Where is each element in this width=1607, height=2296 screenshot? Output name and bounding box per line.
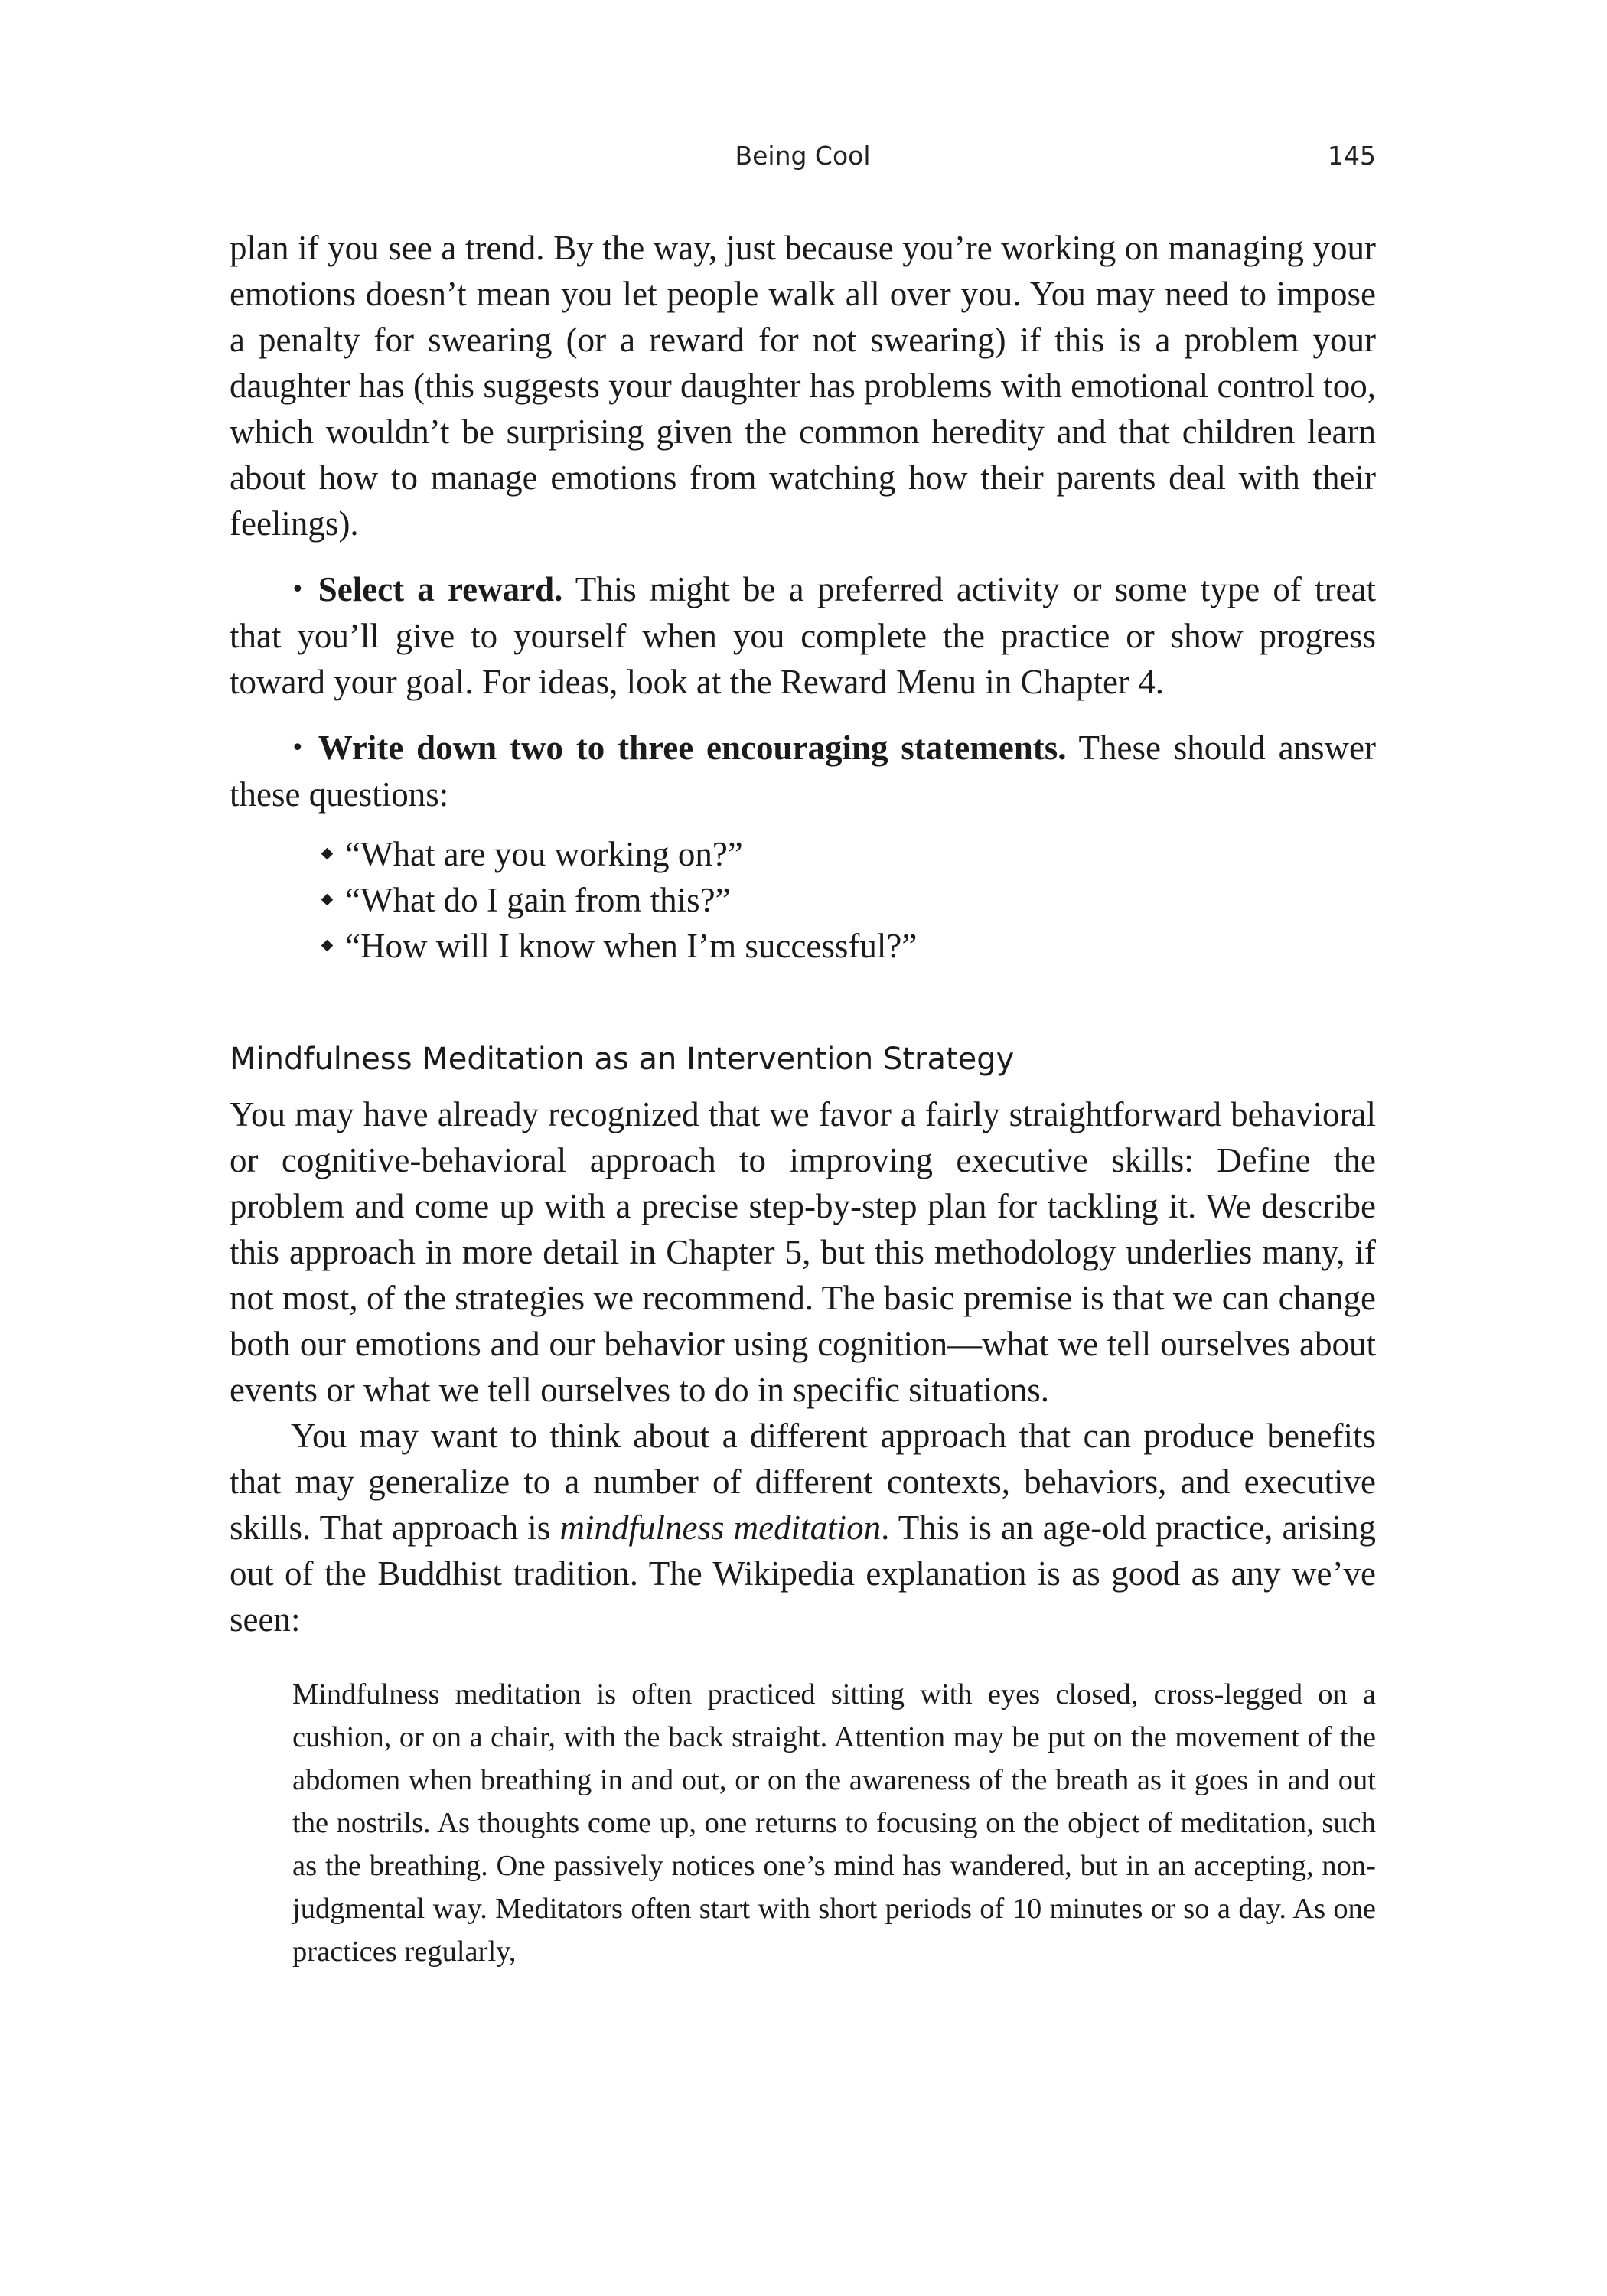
bullet-text: These should answer these questions: (230, 729, 1377, 814)
diamond-bullet-icon (321, 894, 334, 906)
paragraph: You may have already recognized that we favor a fairly straightforward behavioral or cognitive-behavioral approach to improving executive skills: Define the problem and come up with a precise step-by-step plan for tackling it. We describe this approach in more detail in Chapter 5, but this methodology underlies many, if not most, of the strategies we recommend. The basic premise is that we can change both our emotions and our behavior using cognition—what we tell ourselves about events or what we tell ourselves to do in specific situations. (230, 1095, 1376, 1409)
body-text (230, 225, 1376, 1973)
bullet-item-reward (230, 566, 1376, 705)
question-list (230, 831, 1376, 969)
list-item-text: “What are you working on?” (345, 835, 743, 873)
diamond-bullet-icon (321, 940, 334, 952)
paragraph (230, 1413, 1376, 1642)
list-item-text: “How will I know when I’m successful?” (345, 927, 918, 965)
running-head (230, 138, 1376, 174)
paragraph-continued: plan if you see a trend. By the way, just because you’re working on managing your emotions doesn’t mean you let people walk all over you. You may need to impose a penalty for swearing (or a reward for not swearing) if this is a problem your daughter has (this suggests your daughter has problems with emotional control too, which wouldn’t be surprising given the common heredity and that children learn about how to manage emotions from watching how their parents deal with their feelings). (230, 229, 1376, 543)
paragraph-text: . This is an age-old practice, arising out of the Buddhist tradition. The Wikipedia explanation is as good as any we’ve seen: (230, 1508, 1376, 1639)
page-number: 145 (1328, 141, 1376, 171)
bullet-lead: Write down two to three encouraging statements. (318, 729, 1067, 767)
list-item (323, 877, 1376, 923)
emphasized-term: mindfulness meditation (559, 1508, 882, 1547)
diamond-bullet-icon (321, 848, 334, 860)
bullet-icon: • (291, 576, 305, 603)
list-item-text: “What do I gain from this?” (345, 881, 731, 919)
paragraph-text: You may want to think about a different approach that can produce benefits that may generalize to a number of different contexts, behaviors, and executive skills. That approach is (230, 1417, 1376, 1547)
block-quote: Mindfulness meditation is often practiced sitting with eyes closed, cross-legged on a cushion, or on a chair, with the back straight. Attention may be put on the movement of the abdomen when breathing in and out, or on the awareness of the breath as it goes in and out the nostrils. As thoughts come up, one returns to focusing on the object of meditation, such as the breathing. One passively notices one’s mind has wandered, but in an accepting, non-judgmental way. Meditators often start with short periods of 10 minutes or so a day. As one practices regularly, (292, 1678, 1376, 1968)
list-item (323, 923, 1376, 969)
list-item (323, 831, 1376, 877)
section-heading: Mindfulness Meditation as an Intervention Strategy (230, 1042, 1015, 1077)
bullet-item-statements (230, 725, 1376, 817)
bullet-lead: Select a reward. (318, 570, 563, 608)
bullet-text: This might be a preferred activity or some type of treat that you’ll give to yourself when you complete the practice or show progress toward your goal. For ideas, look at the Reward Menu in Chapter 4. (230, 570, 1376, 701)
bullet-icon: • (291, 735, 305, 762)
running-head-title: Being Cool (735, 141, 871, 171)
